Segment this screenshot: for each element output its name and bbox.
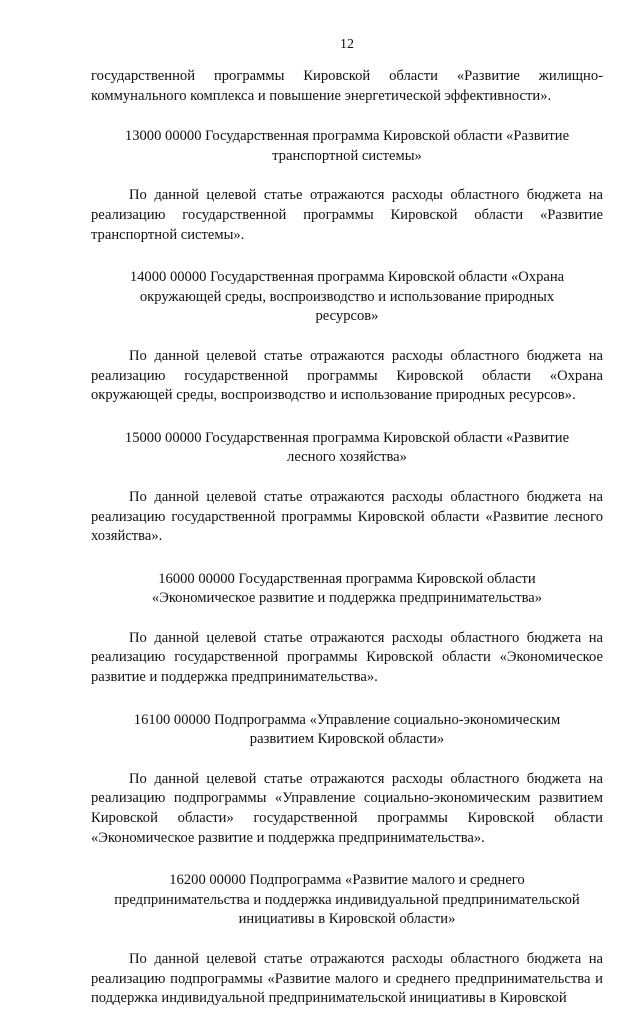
- paragraph-continuation: государственной программы Кировской области «Развитие жилищно-коммунального комплекса и повышение энергетической эффективности».: [91, 68, 603, 104]
- section-paragraph-15000: По данной целевой статье отражаются расходы областного бюджета на реализацию государственной программы Кировской области «Развитие лесного хозяйства».: [91, 488, 603, 545]
- section-heading-15000: 15000 00000 Государственная программа Кировской области «Развитие лесного хозяйства»: [124, 429, 570, 466]
- section-heading-16200: 16200 00000 Подпрограмма «Развитие малого и среднего предпринимательства и поддержка индивидуальной предпринимательской инициативы в Кировской области»: [114, 872, 580, 928]
- section-paragraph-13000: По данной целевой статье отражаются расходы областного бюджета на реализацию государственной программы Кировской области «Развитие транспортной системы».: [91, 187, 603, 243]
- section-paragraph-16000: По данной целевой статье отражаются расходы областного бюджета на реализацию государственной программы Кировской области «Экономическое развитие и поддержка предпринимательства».: [91, 629, 603, 686]
- section-paragraph-14000: По данной целевой статье отражаются расходы областного бюджета на реализацию государственной программы Кировской области «Охрана окружающей среды, воспроизводство и использование природных ресурсов».: [91, 347, 603, 404]
- section-paragraph-16200: По данной целевой статье отражаются расходы областного бюджета на реализацию подпрограммы «Развитие малого и среднего предпринимательства и поддержка индивидуальной предпринимательской инициативы в Кировской: [91, 951, 603, 1007]
- section-heading-13000: 13000 00000 Государственная программа Кировской области «Развитие транспортной системы»: [124, 128, 570, 164]
- page-number: 12: [340, 37, 354, 52]
- document-body: [91, 67, 603, 1032]
- section-heading-16000: 16000 00000 Государственная программа Кировской области «Экономическое развитие и поддержка предпринимательства»: [151, 570, 543, 607]
- section-heading-16100: 16100 00000 Подпрограмма «Управление социально-экономическим развитием Кировской области»: [133, 711, 561, 748]
- section-paragraph-16100: По данной целевой статье отражаются расходы областного бюджета на реализацию подпрограммы «Управление социально-экономическим развитием Кировской области» государственной программы Кировской области «Экономическое развитие и поддержка предпринимательства».: [91, 770, 603, 846]
- section-heading-14000: 14000 00000 Государственная программа Кировской области «Охрана окружающей среды, воспроизводство и использование природных ресурсов»: [129, 269, 565, 325]
